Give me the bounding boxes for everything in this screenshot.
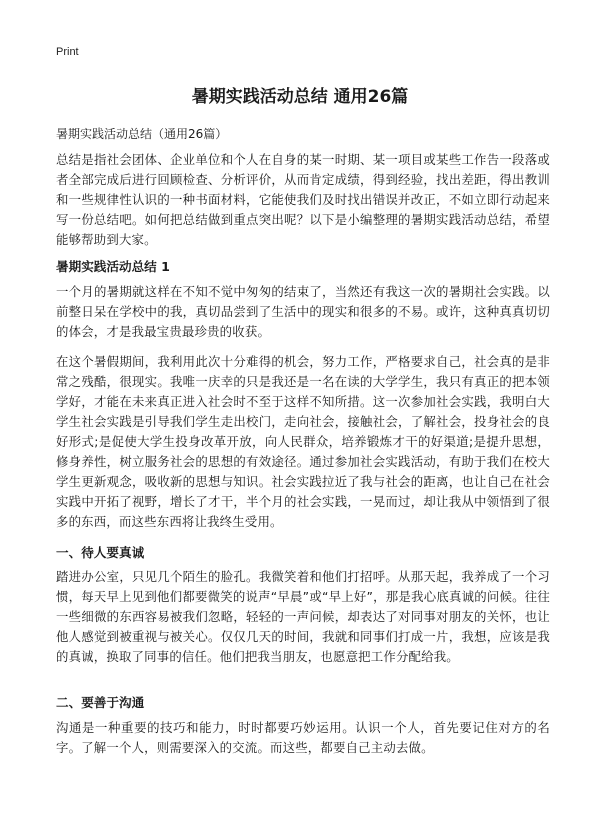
paragraph-text: 在这个暑假期间，我利用此次十分难得的机会，努力工作，严格要求自己，社会真的是非常之残酷，很现实。我唯一庆幸的只是我还是一名在读的大学学生，我只有真正的把本领学好，才能在未来真正进入社会时不至于这样不知所措。这一次参加社会实践，我明白大学生社会实践是引导我们学生走出校门，走向社会，接触社会，了解社会，投身社会的良好形式;是促使大学生投身改革开放，向人民群众，培养锻炼才干的好渠道;是提升思想，修身养性，树立服务社会的思想的有效途径。通过参加社会实践活动，有助于我们在校大学生更新观念，吸收新的思想与知识。社会实践拉近了我与社会的距离，也让自己在社会实践中开拓了视野，增长了才干，半个月的社会实践，一晃而过，却让我从中领悟到了很多的东西，而这些东西将让我终生受用。 bbox=[56, 354, 550, 529]
document-subtitle: 暑期实践活动总结（通用26篇） bbox=[56, 127, 228, 141]
section-heading-3: 二、要善于沟通 bbox=[56, 695, 145, 710]
print-link[interactable]: Print bbox=[56, 46, 79, 58]
intro-text: 总结是指社会团体、企业单位和个人在自身的某一时期、某一项目或某些工作告一段落或者全部完成后进行回顾检查、分析评价，从而肯定成绩，得到经验，找出差距，得出教训和一些规律性认识的一种书面材料，它能使我们及时找出错误并改正，不如立即行动起来写一份总结吧。如何把总结做到重点突出呢？以下是小编整理的暑期实践活动总结，希望能够帮助到大家。 bbox=[56, 152, 550, 247]
section-1-paragraph-2 bbox=[56, 352, 550, 532]
paragraph-text: 沟通是一种重要的技巧和能力，时时都要巧妙运用。认识一个人，首先要记住对方的名字。了解一个人，则需要深入的交流。而这些，都要自己主动去做。 bbox=[56, 720, 550, 755]
section-1-paragraph-1 bbox=[56, 282, 550, 342]
paragraph-text: 踏进办公室，只见几个陌生的脸孔。我微笑着和他们打招呼。从那天起，我养成了一个习惯，每天早上见到他们都要微笑的说声“早晨”或“早上好”，那是我心底真诚的问候。往往一些细微的东西容易被我们忽略，轻轻的一声问候，却表达了对同事对朋友的关怀，也让他人感觉到被重视与被关心。仅仅几天的时间，我就和同事们打成一片，我想，应该是我的真诚，换取了同事的信任。他们把我当朋友，也愿意把工作分配给我。 bbox=[56, 569, 550, 664]
paragraph-text: 一个月的暑期就这样在不知不觉中匆匆的结束了，当然还有我这一次的暑期社会实践。以前整日呆在学校中的我，真切品尝到了生活中的现实和很多的不易。或许，这种真真切切的体会，才是我最宝贵最珍贵的收获。 bbox=[56, 284, 550, 339]
section-heading-1: 暑期实践活动总结 1 bbox=[56, 259, 170, 274]
section-2-paragraph-1 bbox=[56, 567, 550, 667]
page-title: 暑期实践活动总结 通用26篇 bbox=[191, 87, 409, 107]
intro-paragraph bbox=[56, 150, 550, 250]
section-heading-2: 一、待人要真诚 bbox=[56, 545, 145, 560]
section-3-paragraph-1 bbox=[56, 718, 550, 758]
